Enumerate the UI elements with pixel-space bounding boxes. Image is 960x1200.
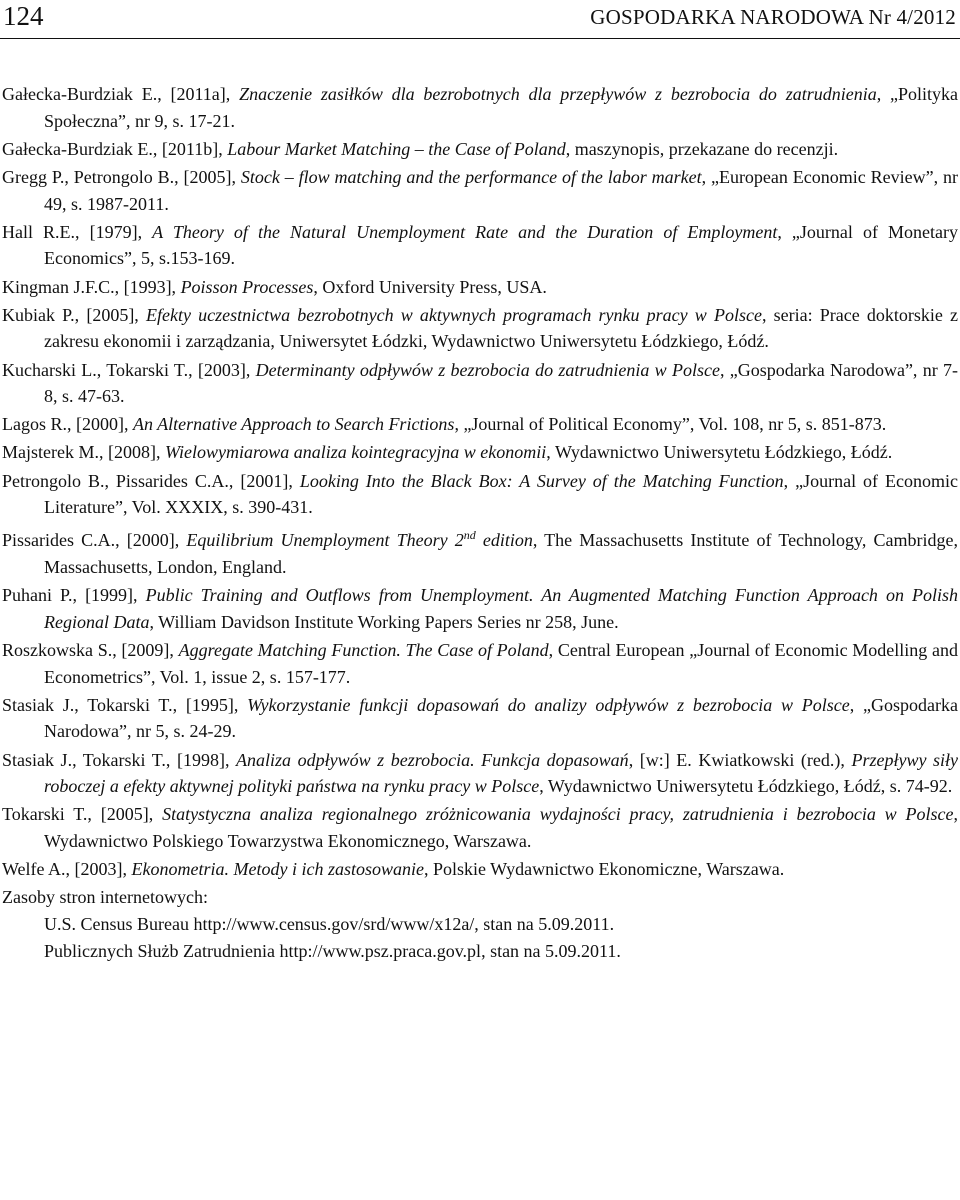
running-title: GOSPODARKA NARODOWA Nr 4/2012	[590, 5, 956, 29]
reference-title: Public Training and Outflows from Unemployment. An Augmented Matching Function Approach on Polish Regional Data	[44, 585, 958, 632]
reference-author: Puhani P., [1999],	[2, 585, 146, 606]
reference-item	[2, 274, 958, 301]
reference-title: Wykorzystanie funkcji dopasowań do analizy odpływów z bezrobocia w Polsce	[247, 694, 850, 715]
reference-item	[2, 801, 958, 854]
reference-book-title: Przepływy siły roboczej a efekty aktywnej polityki państwa na rynku pracy w Polsce	[44, 749, 958, 797]
reference-item	[2, 357, 958, 410]
reference-details: , „Journal of Political Economy”, Vol. 108, nr 5, s. 851-873.	[454, 414, 887, 435]
reference-title: Determinanty odpływów z bezrobocia do zatrudnienia w Polsce	[255, 359, 720, 380]
internet-source-item: Publicznych Służb Zatrudnienia http://www.psz.praca.gov.pl, stan na 5.09.2011.	[44, 940, 621, 961]
reference-superscript: nd	[463, 528, 476, 543]
reference-author: Kingman J.F.C., [1993],	[2, 276, 181, 297]
page-number: 124	[3, 1, 44, 31]
reference-item	[2, 164, 958, 217]
reference-author: Kubiak P., [2005],	[2, 304, 146, 325]
reference-details: , William Davidson Institute Working Papers Series nr 258, June.	[149, 611, 619, 632]
reference-title: Looking Into the Black Box: A Survey of the Matching Function	[299, 470, 784, 491]
reference-title: Statystyczna analiza regionalnego zróżnicowania wydajności pracy, zatrudnienia i bezrobocia w Polsce	[162, 804, 954, 825]
internet-source-item: U.S. Census Bureau http://www.census.gov/srd/www/x12a/, stan na 5.09.2011.	[44, 913, 615, 934]
reference-title: A Theory of the Natural Unemployment Rate and the Duration of Employment	[152, 221, 778, 242]
reference-title: Ekonometria. Metody i ich zastosowanie	[131, 859, 424, 880]
reference-item	[2, 411, 958, 438]
reference-item	[2, 637, 958, 690]
reference-details: , [w:] E. Kwiatkowski (red.),	[628, 749, 852, 770]
reference-item	[2, 522, 958, 580]
reference-author: Tokarski T., [2005],	[2, 804, 163, 825]
reference-item	[2, 856, 958, 883]
reference-author: Petrongolo B., Pissarides C.A., [2001],	[2, 470, 300, 491]
reference-details: , seria: Prace doktorskie z zakresu ekonomii i zarządzania, Uniwersytet Łódzki, Wydawnictwo Uniwersytetu Łódzkiego, Łódź.	[44, 304, 959, 352]
reference-item	[2, 692, 958, 745]
reference-details: , maszynopis, przekazane do recenzji.	[565, 138, 839, 159]
reference-item	[2, 219, 958, 272]
reference-author: Roszkowska S., [2009],	[2, 640, 179, 660]
reference-author: Pissarides C.A., [2000],	[2, 530, 187, 551]
reference-details: , The Massachusetts Institute of Technology, Cambridge, Massachusetts, London, England.	[44, 530, 958, 578]
reference-details: , „Gospodarka Narodowa”, nr 7-8, s. 47-63.	[44, 359, 958, 407]
reference-author: Gałecka-Burdziak E., [2011a],	[2, 84, 240, 104]
reference-title: An Alternative Approach to Search Frictions	[132, 414, 455, 435]
reference-author: Hall R.E., [1979],	[2, 221, 153, 242]
reference-details: , Oxford University Press, USA.	[313, 276, 547, 297]
reference-title: Znaczenie zasiłków dla bezrobotnych dla przepływów z bezrobocia do zatrudnienia	[239, 84, 877, 104]
reference-details: , Wydawnictwo Polskiego Towarzystwa Ekonomicznego, Warszawa.	[44, 804, 958, 851]
reference-item	[2, 136, 958, 163]
reference-title: Aggregate Matching Function. The Case of Poland	[178, 640, 549, 660]
reference-item	[2, 468, 958, 521]
reference-item	[2, 81, 958, 134]
reference-author: Majsterek M., [2008],	[2, 442, 165, 463]
reference-details: , „Gospodarka Narodowa”, nr 5, s. 24-29.	[44, 694, 958, 742]
reference-author: Welfe A., [2003],	[2, 859, 132, 880]
reference-title: Wielowymiarowa analiza kointegracyjna w ekonomii	[164, 442, 547, 463]
reference-author: Stasiak J., Tokarski T., [1998],	[2, 749, 237, 770]
reference-item	[2, 439, 958, 466]
reference-item	[2, 302, 958, 355]
reference-details-cont: , Wydawnictwo Uniwersytetu Łódzkiego, Łódź, s. 74-92.	[539, 776, 953, 797]
reference-item	[2, 582, 958, 635]
reference-author: Stasiak J., Tokarski T., [1995],	[2, 694, 248, 715]
reference-title: Analiza odpływów z bezrobocia. Funkcja dopasowań	[236, 749, 629, 770]
reference-details: , Wydawnictwo Uniwersytetu Łódzkiego, Łódź.	[546, 442, 893, 463]
reference-author: Lagos R., [2000],	[2, 414, 133, 435]
page-header	[0, 0, 960, 42]
reference-item	[2, 747, 958, 800]
reference-details: , Polskie Wydawnictwo Ekonomiczne, Warszawa.	[423, 859, 785, 880]
internet-sources-heading: Zasoby stron internetowych:	[2, 887, 208, 908]
reference-details: , „European Economic Review”, nr 49, s. 1987-2011.	[44, 166, 958, 214]
reference-title: Equilibrium Unemployment Theory 2	[186, 530, 464, 551]
reference-title: Poisson Processes	[180, 276, 314, 297]
header-rule	[0, 38, 960, 39]
reference-list	[2, 81, 958, 964]
reference-details: , „Journal of Economic Literature”, Vol. XXXIX, s. 390-431.	[44, 470, 958, 518]
reference-details: , „Polityka Społeczna”, nr 9, s. 17-21.	[44, 84, 958, 131]
reference-author: Gałecka-Burdziak E., [2011b],	[2, 138, 228, 159]
reference-title-cont: edition	[475, 530, 533, 551]
reference-details: , „Journal of Monetary Economics”, 5, s.153-169.	[44, 221, 958, 269]
reference-title: Labour Market Matching – the Case of Poland	[227, 138, 566, 159]
reference-author: Kucharski L., Tokarski T., [2003],	[2, 359, 256, 380]
reference-details: , Central European „Journal of Economic Modelling and Econometrics”, Vol. 1, issue 2, s. 157-177.	[44, 640, 958, 687]
reference-author: Gregg P., Petrongolo B., [2005],	[2, 166, 241, 187]
reference-title: Efekty uczestnictwa bezrobotnych w aktywnych programach rynku pracy w Polsce	[145, 304, 762, 325]
reference-title: Stock – flow matching and the performance of the labor market	[240, 166, 702, 187]
